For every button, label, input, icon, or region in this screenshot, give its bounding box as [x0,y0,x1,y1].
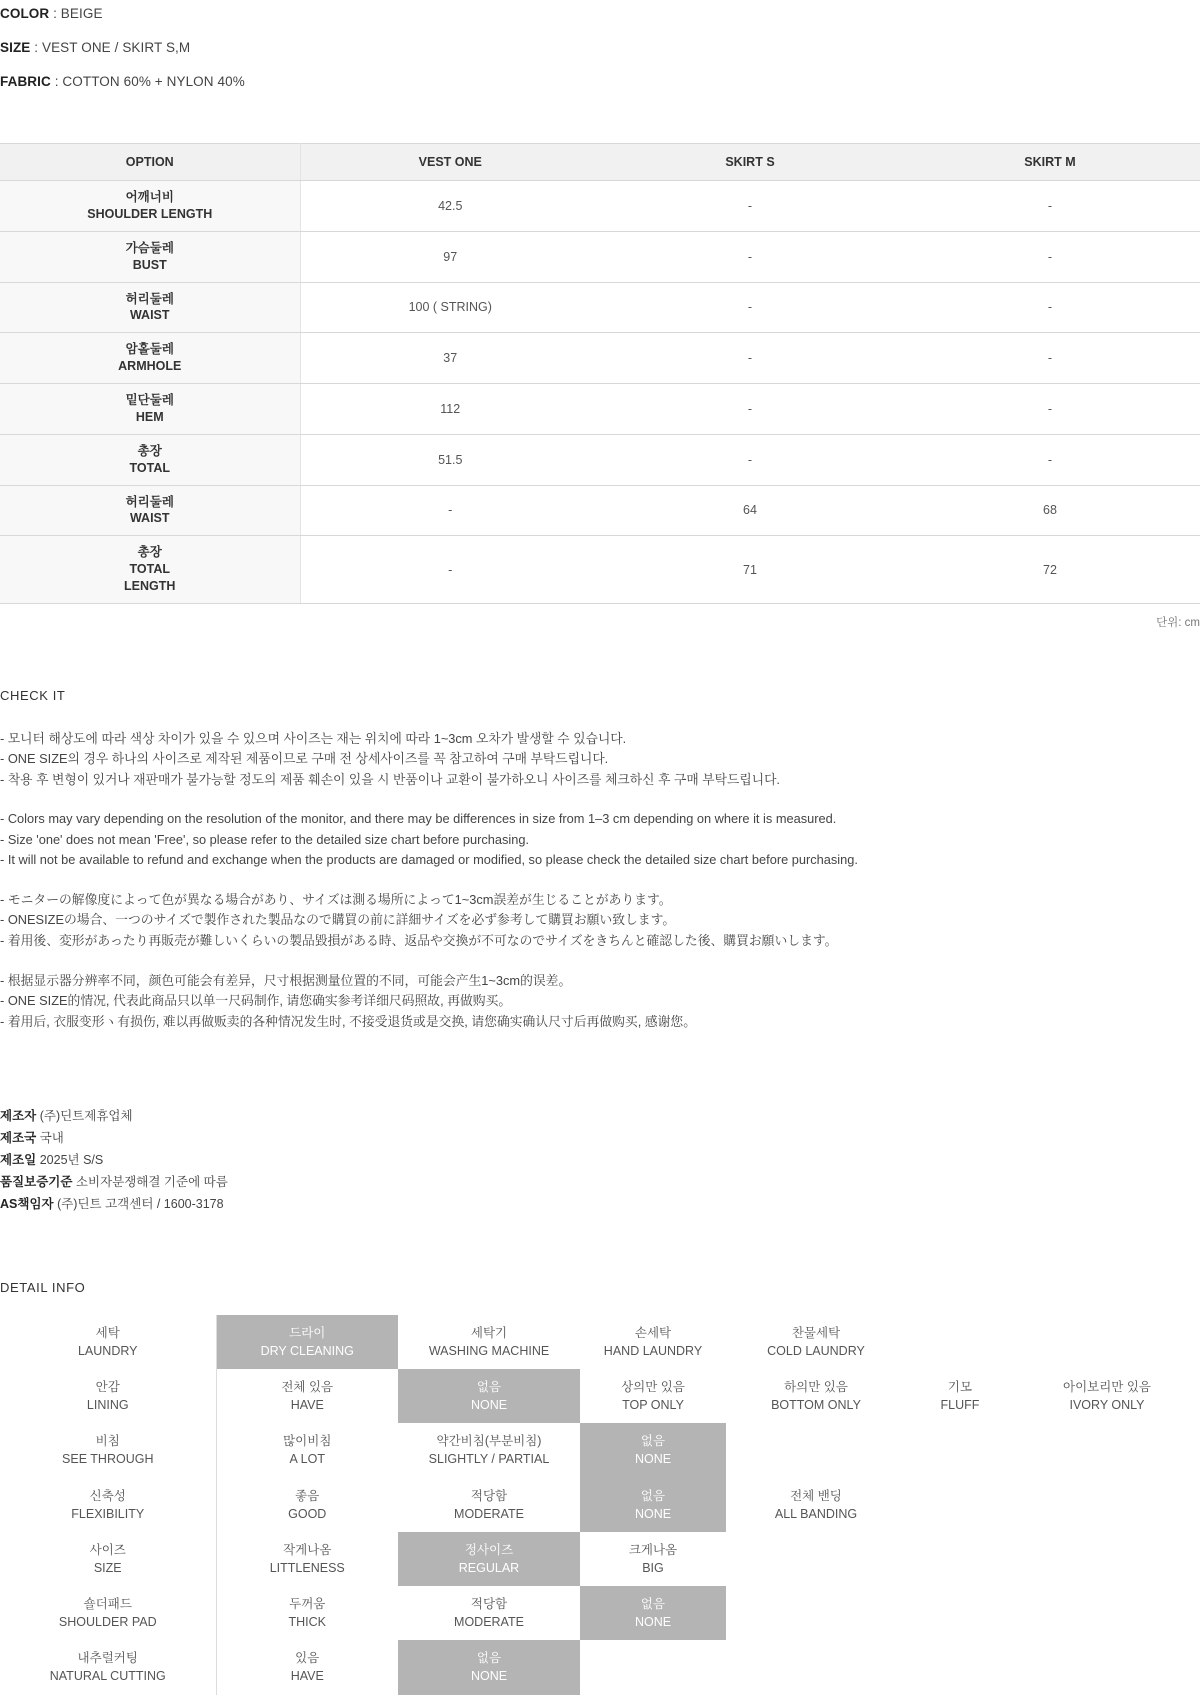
detail-label-en: SHOULDER PAD [58,1615,157,1630]
detail-info-label-cell [0,1315,216,1369]
note-line: - Colors may vary depending on the resolution of the monitor, and there may be differences in size from 1–3 cm depending on where it is measured. [0,811,837,827]
option-label-en: LENGTH [124,579,176,593]
detail-option[interactable] [580,1315,726,1369]
detail-option-kr: 전체 밴딩 [790,1488,842,1503]
detail-info-option-cell[interactable] [580,1423,726,1477]
detail-info-option-cell [1014,1315,1200,1369]
size-chart-value-cell: - [300,536,600,604]
detail-info-option-cell [1014,1532,1200,1586]
detail-option-kr: 크게나옴 [628,1542,678,1557]
detail-info-row [0,1315,1200,1369]
detail-info-option-cell [906,1640,1014,1694]
detail-label-en: SIZE [93,1560,122,1575]
detail-option[interactable] [217,1586,399,1640]
note-line: - 모니터 해상도에 따라 색상 차이가 있을 수 있으며 사이즈는 재는 위치에 따라 1~3cm 오차가 발생할 수 있습니다. [0,730,627,746]
detail-info-option-cell[interactable] [580,1586,726,1640]
detail-option-en: LITTLENESS [269,1560,345,1575]
detail-label-kr: 세탁 [95,1325,120,1340]
table-row [0,333,1200,384]
spec-size [0,40,1200,55]
detail-option-kr: 기모 [947,1380,973,1395]
manufacturer-info [0,1106,1200,1214]
detail-option-kr: 있음 [295,1651,320,1666]
detail-option-kr: 약간비침(부분비침) [436,1434,542,1449]
detail-option-en: TOP ONLY [622,1398,684,1413]
option-label-en: HEM [135,409,164,424]
size-chart-value-cell: - [900,282,1200,333]
size-chart-value-cell: - [900,333,1200,384]
size-chart-option-cell [0,282,300,333]
detail-option-en: IVORY ONLY [1069,1398,1145,1413]
detail-info-option-cell[interactable] [580,1478,726,1532]
manufacturer-line-label: AS책임자 [0,1196,54,1211]
detail-option-en: NONE [470,1398,508,1413]
detail-info-option-cell[interactable] [398,1369,580,1423]
size-chart-value-cell: 72 [900,536,1200,604]
detail-info-option-cell[interactable] [580,1315,726,1369]
size-chart-value-cell: 42.5 [300,181,600,232]
size-chart-option-cell [0,181,300,232]
option-label-kr: 가슴둘레 [125,240,174,255]
detail-info-option-cell [1014,1478,1200,1532]
detail-info-option-cell[interactable] [216,1640,398,1694]
detail-option[interactable] [217,1532,399,1586]
detail-info-option-cell[interactable] [398,1532,580,1586]
detail-info-table [0,1315,1200,1695]
detail-option-kr: 전체 있음 [281,1380,334,1395]
detail-option-kr: 적당함 [470,1488,508,1503]
detail-info-body [0,1315,1200,1695]
size-chart-option-cell [0,231,300,282]
detail-option-en: HAND LAUNDRY [603,1343,703,1358]
size-chart-value-cell: 64 [600,485,900,536]
detail-info-option-cell [906,1532,1014,1586]
detail-option-kr: 적당함 [470,1597,508,1612]
detail-option-kr: 없음 [476,1651,502,1666]
detail-option-en: THICK [288,1615,326,1630]
size-chart-option-cell [0,384,300,435]
check-it-title: CHECK IT [0,687,66,703]
detail-label-en: LAUNDRY [77,1343,138,1358]
table-row [0,181,1200,232]
option-label-kr: 어깨너비 [125,190,174,204]
size-chart-value-cell: - [600,231,900,282]
option-label-en: SHOULDER LENGTH [87,206,213,221]
option-label-en: TOTAL [129,460,170,475]
option-label-en: BUST [132,257,167,272]
detail-label-kr: 숄더패드 [83,1597,132,1612]
detail-option-en: NONE [634,1452,672,1467]
detail-option-selected[interactable] [398,1532,580,1586]
size-chart-value-cell: 51.5 [300,434,600,485]
manufacturer-line-value: (주)딘트제휴업체 [36,1108,133,1123]
spec-color [0,6,1200,21]
size-chart-value-cell: - [900,434,1200,485]
detail-option-en: FLUFF [940,1398,980,1413]
size-chart-table [0,143,1200,604]
size-chart-value-cell: 112 [300,384,600,435]
detail-option-kr: 드라이 [289,1325,326,1340]
table-row [0,231,1200,282]
detail-info-option-cell[interactable] [398,1478,580,1532]
detail-option-selected[interactable] [398,1369,580,1423]
manufacturer-line-value: 소비자분쟁해결 기준에 따름 [72,1174,228,1189]
detail-option-en: NONE [634,1506,672,1521]
spec-color-label: COLOR [0,6,50,21]
detail-option-kr: 세탁기 [470,1325,508,1340]
spec-fabric [0,74,1200,89]
detail-info-option-cell [1014,1640,1200,1694]
detail-option-selected[interactable] [580,1478,726,1532]
detail-option[interactable] [398,1423,580,1477]
manufacturer-line [0,1106,1200,1126]
detail-info-option-cell[interactable] [216,1423,398,1477]
size-chart-value-cell: - [600,181,900,232]
detail-option[interactable] [398,1315,580,1369]
detail-option-kr: 찬물세탁 [791,1325,841,1340]
spec-fabric-value: : COTTON 60% + NYLON 40% [50,74,245,89]
detail-option[interactable] [726,1315,906,1369]
detail-info-option-cell[interactable] [398,1640,580,1694]
detail-option-en: BOTTOM ONLY [771,1398,861,1413]
detail-info-option-cell[interactable] [726,1478,906,1532]
option-label-kr: 밑단둘레 [125,393,174,407]
manufacturer-line-label: 제조국 [0,1130,37,1145]
detail-option-en: HAVE [290,1669,324,1684]
manufacturer-line [0,1150,1200,1170]
detail-option-kr: 없음 [476,1380,502,1395]
detail-info-option-cell[interactable] [726,1315,906,1369]
detail-option-kr: 아이보리만 있음 [1063,1380,1151,1395]
detail-option[interactable] [580,1369,726,1423]
check-it-notes [0,729,1200,1032]
option-label-en: WAIST [129,308,170,323]
manufacturer-line-value: (주)딘트 고객센터 / 1600-3178 [53,1196,224,1211]
size-chart-value-cell: 97 [300,231,600,282]
manufacturer-line-label: 제조자 [0,1108,37,1123]
detail-option[interactable] [217,1369,399,1423]
detail-option-en: ALL BANDING [774,1506,858,1521]
detail-info-option-cell [906,1586,1014,1640]
table-row [0,282,1200,333]
detail-info-option-cell [580,1640,726,1694]
detail-info-option-cell[interactable] [398,1586,580,1640]
size-chart-unit-note: 단위: cm [1156,616,1200,629]
note-line: - ONE SIZE의 경우 하나의 사이즈로 제작된 제품이므로 구매 전 상세사이즈를 꼭 참고하여 구매 부탁드립니다. [0,751,609,767]
size-chart-value-cell: 71 [600,536,900,604]
detail-label-en: NATURAL CUTTING [49,1669,166,1684]
detail-info-option-cell[interactable] [216,1315,398,1369]
option-label-kr: 총장 [137,545,162,560]
spec-size-label: SIZE [0,40,31,55]
detail-option-en: COLD LAUNDRY [767,1343,865,1358]
size-chart-value-cell: - [900,181,1200,232]
detail-option-en: MODERATE [454,1506,524,1521]
detail-option-en: SLIGHTLY / PARTIAL [428,1452,550,1467]
detail-info-row [0,1586,1200,1640]
detail-option[interactable] [1014,1369,1200,1423]
detail-label-en: LINING [86,1398,129,1413]
option-label-kr: 암홀둘레 [125,342,174,357]
size-chart-body [0,181,1200,604]
detail-info-option-cell [906,1423,1014,1477]
option-label-kr: 허리둘레 [125,291,174,306]
detail-info-option-cell [726,1532,906,1586]
detail-info-option-cell [906,1478,1014,1532]
detail-option[interactable] [726,1369,906,1423]
detail-option[interactable] [580,1532,726,1586]
detail-option[interactable] [217,1640,399,1694]
detail-option-en: DRY CLEANING [260,1343,354,1358]
manufacturer-line-value: 국내 [36,1130,64,1145]
detail-option-selected[interactable] [580,1423,726,1477]
detail-label-en: FLEXIBILITY [71,1506,145,1521]
note-line: - 根据显示器分辨率不同，颜色可能会有差异，尺寸根据测量位置的不同，可能会产生1~3cm的误差。 [0,972,572,988]
note-line: - モニターの解像度によって色が異なる場合があり、サイズは測る場所によって1~3cm誤差が生じることがあります。 [0,891,672,907]
detail-info-option-cell [726,1586,906,1640]
detail-info-label-cell [0,1586,216,1640]
detail-option-selected[interactable] [217,1315,399,1369]
manufacturer-line-value: 2025년 S/S [36,1152,104,1167]
detail-info-option-cell[interactable] [398,1423,580,1477]
note-gap [0,790,1200,809]
detail-option[interactable] [398,1478,580,1532]
spec-color-value: : BEIGE [49,6,103,21]
size-chart-value-cell: - [300,485,600,536]
detail-label-kr: 안감 [95,1380,120,1395]
detail-option-en: NONE [634,1615,672,1630]
spec-size-value: : VEST ONE / SKIRT S,M [30,40,191,55]
detail-option-kr: 작게나옴 [283,1542,332,1557]
detail-option[interactable] [726,1478,906,1532]
size-chart-value-cell: - [900,384,1200,435]
detail-info-option-cell [1014,1586,1200,1640]
table-row [0,434,1200,485]
detail-info-title: DETAIL INFO [0,1279,86,1295]
size-chart-value-cell: 37 [300,333,600,384]
table-row [0,536,1200,604]
detail-info-label-cell [0,1532,216,1586]
note-gap [0,871,1200,890]
detail-info-option-cell[interactable] [580,1532,726,1586]
detail-option-en: NONE [470,1669,508,1684]
size-chart-option-cell [0,333,300,384]
size-chart-value-cell: - [600,434,900,485]
detail-label-en: SEE THROUGH [62,1452,154,1467]
note-line: - 着用後、変形があったり再販売が難しいくらいの製品毀損がある時、返品や交換が不可なのでサイズをきちんと確認した後、購買お願いします。 [0,933,838,948]
size-chart-value-cell: - [900,231,1200,282]
option-label-en: TOTAL [129,562,170,577]
detail-option[interactable] [398,1586,580,1640]
size-chart-value-cell: 100 ( STRING) [300,282,600,333]
detail-info-option-cell [1014,1423,1200,1477]
detail-option-en: MODERATE [454,1615,524,1630]
size-chart-header-skirt-m: SKIRT M [900,144,1200,181]
option-label-en: WAIST [129,511,170,526]
detail-option-kr: 상의만 있음 [621,1380,685,1395]
detail-option[interactable] [217,1478,399,1532]
detail-info-label-cell [0,1423,216,1477]
detail-info-row [0,1640,1200,1694]
size-chart-option-cell [0,434,300,485]
note-line: - 착용 후 변형이 있거나 재판매가 불가능할 정도의 제품 훼손이 있을 시 반품이나 교환이 불가하오니 사이즈를 체크하신 후 구매 부탁드립니다. [0,771,780,787]
size-chart-value-cell: - [600,282,900,333]
detail-info-row [0,1369,1200,1423]
detail-option-selected[interactable] [398,1640,580,1694]
detail-option-en: A LOT [289,1452,325,1467]
detail-option-kr: 없음 [640,1597,666,1612]
option-label-kr: 허리둘레 [125,494,174,509]
detail-option-selected[interactable] [580,1586,726,1640]
detail-info-option-cell [726,1423,906,1477]
size-chart-value-cell: - [600,384,900,435]
detail-info-option-cell[interactable] [216,1369,398,1423]
detail-option-kr: 손세탁 [634,1325,672,1340]
detail-info-option-cell [906,1315,1014,1369]
size-chart-value-cell: 68 [900,485,1200,536]
detail-option-kr: 없음 [640,1488,666,1503]
option-label-kr: 총장 [137,443,162,458]
note-line: - ONE SIZE的情况, 代表此商品只以单一尺码制作, 请您确实参考详细尺码照故, 再做购买。 [0,993,512,1009]
size-chart-value-cell: - [600,333,900,384]
note-gap [0,952,1200,971]
size-chart-header-option: OPTION [0,144,300,181]
detail-info-option-cell[interactable] [726,1369,906,1423]
detail-label-kr: 비침 [95,1434,120,1449]
detail-label-kr: 신축성 [89,1488,126,1503]
detail-info-option-cell[interactable] [216,1478,398,1532]
detail-info-label-cell [0,1369,216,1423]
detail-info-option-cell[interactable] [216,1532,398,1586]
detail-info-option-cell[interactable] [398,1315,580,1369]
note-line: - ONESIZEの場合、一つのサイズで製作された製品なので購買の前に詳細サイズを必ず参考して購買お願い致します。 [0,912,676,928]
option-label-en: ARMHOLE [118,359,182,374]
size-chart-header-vest-one: VEST ONE [300,144,600,181]
manufacturer-line [0,1128,1200,1148]
size-chart-option-cell [0,536,300,604]
detail-option-en: GOOD [288,1506,327,1521]
manufacturer-line-label: 제조일 [0,1152,37,1167]
detail-info-option-cell[interactable] [1014,1369,1200,1423]
size-chart-header-skirt-s: SKIRT S [600,144,900,181]
spec-fabric-label: FABRIC [0,74,51,89]
detail-option-kr: 두꺼움 [289,1597,326,1612]
detail-info-option-cell[interactable] [906,1369,1014,1423]
table-row [0,485,1200,536]
detail-info-option-cell [726,1640,906,1694]
detail-info-option-cell[interactable] [216,1586,398,1640]
detail-option-en: BIG [642,1560,664,1575]
detail-info-row [0,1423,1200,1477]
detail-option-kr: 좋음 [295,1488,320,1503]
detail-option-kr: 많이비침 [283,1434,332,1449]
detail-option-en: WASHING MACHINE [428,1343,550,1358]
table-row [0,384,1200,435]
note-line: - 着用后, 衣服变形ヽ有损伤, 难以再做贩卖的各种情况发生时, 不接受退货或是交换, 请您确实确认尺寸后再做购买, 感谢您。 [0,1013,697,1029]
note-line: - It will not be available to refund and exchange when the products are damaged or modified, so please check the detailed size chart before purchasing. [0,852,858,868]
manufacturer-line-label: 품질보증기준 [0,1174,73,1189]
detail-info-option-cell[interactable] [580,1369,726,1423]
size-chart-header-row [0,144,1200,181]
manufacturer-line [0,1172,1200,1192]
detail-info-row [0,1532,1200,1586]
size-chart-option-cell [0,485,300,536]
detail-option-kr: 정사이즈 [464,1542,514,1557]
note-line: - Size 'one' does not mean 'Free', so please refer to the detailed size chart before purchasing. [0,831,530,847]
detail-option-en: REGULAR [458,1560,520,1575]
detail-info-label-cell [0,1640,216,1694]
spec-list [0,6,1200,89]
detail-label-kr: 내추럴커팅 [77,1651,138,1666]
detail-option-kr: 하의만 있음 [784,1380,848,1395]
detail-label-kr: 사이즈 [89,1542,126,1557]
detail-info-row [0,1478,1200,1532]
detail-option[interactable] [906,1369,1014,1423]
detail-option-en: HAVE [290,1398,324,1413]
detail-option[interactable] [217,1423,399,1477]
detail-option-kr: 없음 [640,1434,666,1449]
manufacturer-line [0,1194,1200,1214]
detail-info-label-cell [0,1478,216,1532]
